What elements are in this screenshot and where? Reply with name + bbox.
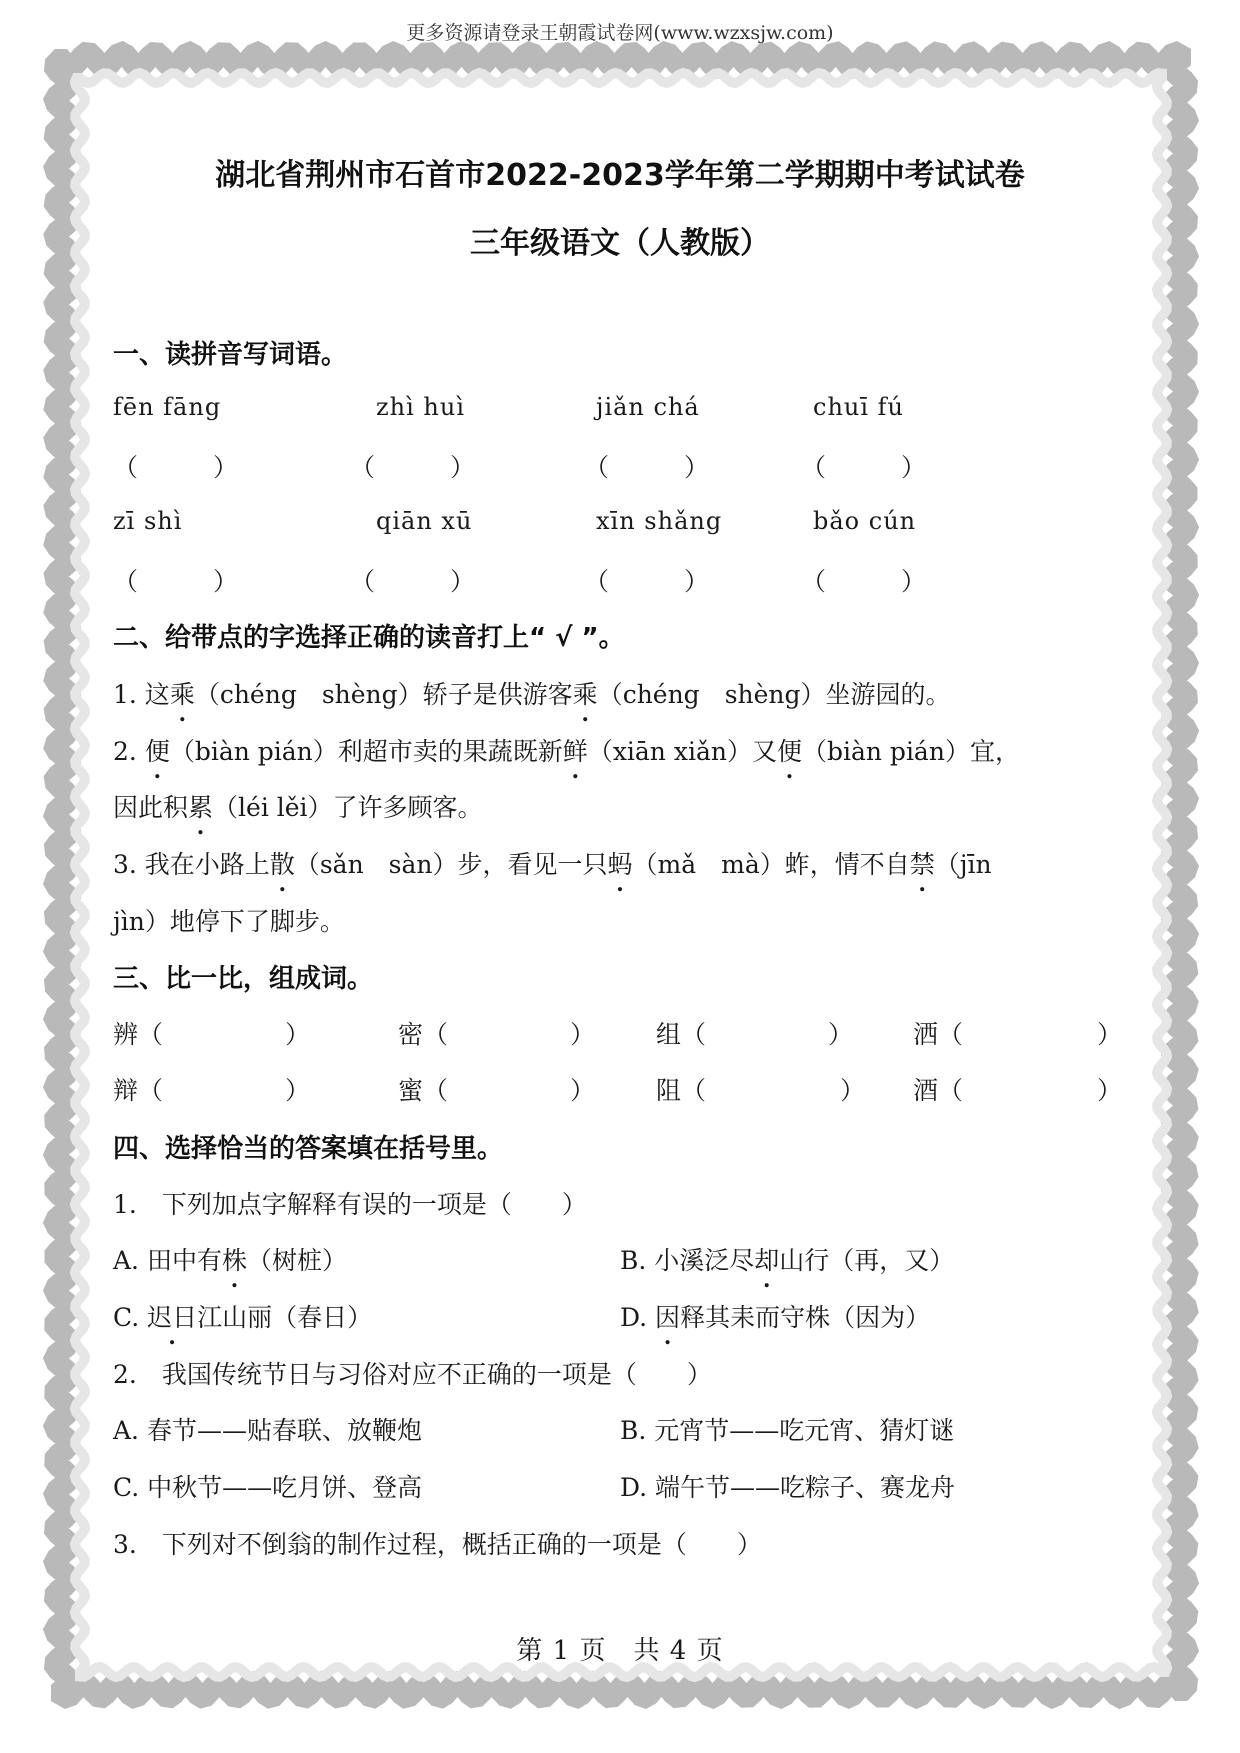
pinyin-5: zī shì <box>113 507 183 535</box>
compare-item: 酒（ <box>913 1076 964 1105</box>
dotted-char: 株 <box>221 1246 247 1275</box>
pinyin-4: chuī fú <box>813 393 904 421</box>
answer-blank-close[interactable]: ） <box>570 1076 596 1105</box>
section-1-heading: 一、读拼音写词语。 <box>113 340 348 370</box>
question-4-2: 2. 我国传统节日与习俗对应不正确的一项是（ ） <box>113 1360 712 1389</box>
dotted-char: 禁 <box>909 850 935 879</box>
option-4-2-d[interactable]: D. 端午节——吃粽子、赛龙舟 <box>620 1473 956 1502</box>
question-2-1: 1. 这乘（chéng shèng）轿子是供游客乘（chéng shèng）坐游园的。 <box>113 680 951 709</box>
pinyin-2: zhì huì <box>376 393 465 421</box>
dotted-char: 乘 <box>572 680 598 709</box>
question-4-1: 1. 下列加点字解释有误的一项是（ ） <box>113 1190 587 1219</box>
answer-blank-close[interactable]: ） <box>840 1076 866 1105</box>
question-4-3: 3. 下列对不倒翁的制作过程，概括正确的一项是（ ） <box>113 1530 762 1559</box>
page-title: 湖北省荆州市石首市2022-2023学年第二学期期中考试试卷 <box>215 158 1025 193</box>
question-2-2-cont: 因此积累（léi lěi）了许多顾客。 <box>113 793 483 822</box>
section-3-heading: 三、比一比，组成词。 <box>113 964 374 994</box>
compare-item: 蜜（ <box>398 1076 449 1105</box>
page-subtitle: 三年级语文（人教版） <box>470 226 770 261</box>
compare-item: 阻（ <box>656 1076 707 1105</box>
compare-item: 密（ <box>398 1020 449 1049</box>
answer-blank-close[interactable]: ） <box>1097 1020 1123 1049</box>
answer-blank[interactable]: （ ） <box>350 567 476 596</box>
page-footer: 第 1 页 共 4 页 <box>516 1636 724 1666</box>
option-4-1-b[interactable]: B. 小溪泛尽却山行（再，又） <box>620 1246 955 1275</box>
answer-blank-close[interactable]: ） <box>285 1020 311 1049</box>
pinyin-6: qiān xū <box>376 507 473 535</box>
dotted-char: 便 <box>144 737 170 766</box>
dotted-char: 蚂 <box>607 850 633 879</box>
pinyin-3: jiǎn chá <box>596 393 700 421</box>
dotted-char: 便 <box>776 737 802 766</box>
option-4-1-a[interactable]: A. 田中有株（树桩） <box>113 1246 347 1275</box>
answer-blank-close[interactable]: ） <box>1097 1076 1123 1105</box>
compare-item: 辩（ <box>113 1076 164 1105</box>
dotted-char: 乘 <box>169 680 195 709</box>
question-2-3-cont: jìn）地停下了脚步。 <box>113 907 345 936</box>
answer-blank[interactable]: （ ） <box>584 453 710 482</box>
question-2-2: 2. 便（biàn pián）利超市卖的果蔬既新鲜（xiān xiǎn）又便（biàn pián）宜， <box>113 737 1020 766</box>
option-4-2-b[interactable]: B. 元宵节——吃元宵、猜灯谜 <box>620 1416 955 1445</box>
dotted-char: 迟日 <box>147 1303 198 1332</box>
answer-blank-close[interactable]: ） <box>285 1076 311 1105</box>
pinyin-7: xīn shǎng <box>596 507 723 535</box>
answer-blank-close[interactable]: ） <box>570 1020 596 1049</box>
compare-item: 组（ <box>656 1020 707 1049</box>
option-4-1-d[interactable]: D. 因释其耒而守株（因为） <box>620 1303 931 1332</box>
compare-item: 辨（ <box>113 1020 164 1049</box>
answer-blank[interactable]: （ ） <box>113 453 239 482</box>
answer-blank[interactable]: （ ） <box>801 453 927 482</box>
dotted-char: 累 <box>188 793 214 822</box>
option-4-2-c[interactable]: C. 中秋节——吃月饼、登高 <box>113 1473 423 1502</box>
answer-blank[interactable]: （ ） <box>350 453 476 482</box>
dotted-char: 却 <box>754 1246 780 1275</box>
question-2-3: 3. 我在小路上散（sǎn sàn）步，看见一只蚂（mǎ mà）蚱，情不自禁（jīn <box>113 850 992 879</box>
answer-blank-close[interactable]: ） <box>828 1020 854 1049</box>
compare-item: 洒（ <box>913 1020 964 1049</box>
section-2-heading: 二、给带点的字选择正确的读音打上“ √ ”。 <box>113 623 625 653</box>
answer-blank[interactable]: （ ） <box>113 567 239 596</box>
dotted-char: 鲜 <box>562 737 588 766</box>
answer-blank[interactable]: （ ） <box>801 567 927 596</box>
dotted-char: 散 <box>269 850 295 879</box>
section-4-heading: 四、选择恰当的答案填在括号里。 <box>113 1134 504 1164</box>
option-4-1-c[interactable]: C. 迟日江山丽（春日） <box>113 1303 373 1332</box>
dotted-char: 因 <box>655 1303 681 1332</box>
pinyin-1: fēn fāng <box>113 393 222 421</box>
option-4-2-a[interactable]: A. 春节——贴春联、放鞭炮 <box>113 1416 422 1445</box>
answer-blank[interactable]: （ ） <box>584 567 710 596</box>
watermark: 更多资源请登录王朝霞试卷网(www.wzxsjw.com) <box>406 22 834 44</box>
pinyin-8: bǎo cún <box>813 507 917 535</box>
